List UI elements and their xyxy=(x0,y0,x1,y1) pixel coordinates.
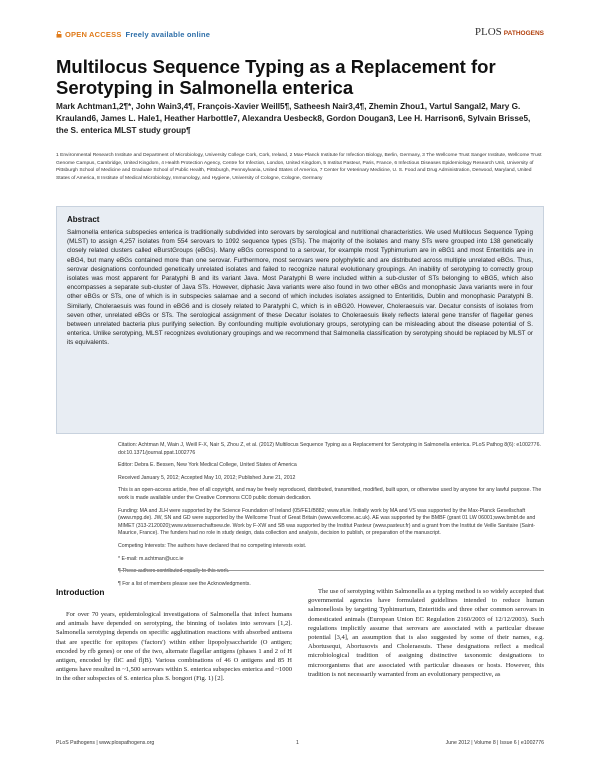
right-column xyxy=(308,587,544,679)
footer-issue: June 2012 | Volume 8 | Issue 6 | e1002776 xyxy=(445,740,544,746)
abstract-text: Salmonella enterica subspecies enterica is traditionally subdivided into serovars by serological and nutritional characteristics. We used Multilocus Sequence Typing (MLST) to assign 4,257 isolates from 554 serovars to 1092 sequence types (STs). The majority of the isolates and many STs were grouped into 138 genetically closely related clusters called eBurstGroups (eBGs). Many eBGs correspond to a serovar, for example most Typhimurium are in eBG1 and most Enteritidis are in eBG4, but many eBGs contained more than one serovar. Furthermore, most serovars were polyphyletic and are distributed across multiple unrelated eBGs. Thus, serovar designations confounded genetically unrelated isolates and failed to recognize natural evolutionary groupings. An inability of serotyping to correctly group isolates was most apparent for Paratyphi B and its variant Java. Most Paratyphi B were included within a sub-cluster of STs belonging to eBG5, which also encompasses a separate sub-cluster of Java STs. However, diphasic Java variants were also found in two other eBGs and monophasic Java variants were in four other eBGs or STs, one of which is in subspecies salamae and a second of which includes isolates assigned to Enteritidis, Dublin and monophasic Paratyphi B. Similarly, Choleraesuis was found in eBG6 and is closely related to Paratyphi C, which is in eBG20. However, Choleraesuis var. Decatur consists of isolates from seven other, unrelated eBGs or STs. The serological assignment of these Decatur isolates to Choleraesuis likely reflects lateral gene transfer of flagellar genes between unrelated bacteria plus purifying selection. By confounding multiple evolutionary groups, serotyping can be misleading about the disease potential of S. enterica. Unlike serotyping, MLST recognizes evolutionary groupings and we recommend that Salmonella classification by serotyping should be replaced by MLST or its equivalents. xyxy=(67,229,533,347)
divider xyxy=(118,570,544,571)
members-note: ¶ For a list of members please see the Acknowledgments. xyxy=(118,580,251,587)
open-lock-icon xyxy=(56,31,62,38)
journal-logo-text: PLOS xyxy=(474,26,502,38)
open-access-label: OPEN ACCESS xyxy=(65,30,122,39)
left-column xyxy=(56,587,292,684)
intro-paragraph-2: The use of serotyping within Salmonella as a typing method is so widely accepted that governmental agencies have formulated guidelines intended to reduce human salmonellosis by targeting Typhimurium, Enteritidis and three other common serovars in domesticated animals (European Union EC Regulation 2160/2003 of 12/12/2003). Such regulations implicitly assume that serovars are associated with a particular disease potential [3,4], an assumption that is also suggested by some of their names, e.g. Abortusequi, Abortusovis and Choleraesuis. These designations reflect a medical microbiological tradition of assigning distinctive taxonomic designations to microorganisms that are associated with particular diseases or hosts. However, this tradition is not necessarily warranted from an evolutionary perspective, as xyxy=(308,588,544,678)
intro-heading: Introduction xyxy=(56,587,105,597)
abstract-box xyxy=(56,206,544,434)
journal-logo xyxy=(475,26,544,38)
license: This is an open-access article, free of all copyright, and may be freely reproduced, distributed, transmitted, modified, built upon, or otherwise used by anyone for any lawful purpose. The work is made available under the Creative Commons CC0 public domain dedication. xyxy=(118,487,542,501)
author-list: Mark Achtman1,2¶*, John Wain3,4¶, François-Xavier Weill5¶, Satheesh Nair3,4¶, Zhemin Zhou1, Vartul Sangal2, Mary G. Krauland6, James L. Hale1, Heather Harbottle7, Alexandra Uesbeck8, Gordon Dougan3, Lee H. Harrison6, Sylvain Brisse5, the S. enterica MLST study group¶ xyxy=(56,102,531,135)
editor: Editor: Debra E. Bessen, New York Medical College, United States of America xyxy=(118,462,297,469)
open-access-badge xyxy=(56,30,210,39)
competing-interests: Competing Interests: The authors have declared that no competing interests exist. xyxy=(118,542,307,549)
equal-contribution: ¶ These authors contributed equally to this work. xyxy=(118,568,230,575)
citation: Citation: Achtman M, Wain J, Weill F-X, Nair S, Zhou Z, et al. (2012) Multilocus Sequence Typing as a Replacement for Serotyping in Salmonella enterica. PLoS Pathog 8(6): e1002776. doi:10.1371/journal.ppat.1002776 xyxy=(118,442,541,456)
intro-paragraph-1: For over 70 years, epidemiological investigations of Salmonella that infect humans and animals have depended on serotyping, the binning of isolates into serovars [1,2]. Salmonella serotyping depends on specific agglutination reactions with absorbed antisera that are specific for epitopes ('factors') within either lipopolysaccharide (O antigen; encoded by rfb genes) or one of the two, alternate flagellar antigens (phases 1 and 2 of H antigen, encoded by fliC and fljB). Various combinations of 46 O antigens and 85 H antigens have resulted in ~1,500 serovars within S. enterica subspecies enterica and ~1000 in the other subspecies of S. enterica plus S. bongori (Fig. 1) [2]. xyxy=(56,611,292,683)
footer-journal: PLoS Pathogens | www.plospathogens.org xyxy=(56,740,155,746)
journal-header xyxy=(56,28,544,44)
affiliations: 1 Environmental Research Institute and Department of Microbiology, University College Cork, Cork, Ireland, 2 Max-Planck Institute for Infection Biology, Berlin, Germany, 3 The Wellcome Trust Sanger Institute, Wellcome Trust Genome Campus, Cambridge, United Kingdom, 4 Health Protection Agency, Centre for Infection, London, United Kingdom, 5 Institut Pasteur, Paris, France, 6 Infectious Diseases Epidemiology Research Unit, University of Pittsburgh School of Medicine and Graduate School of Public Health, Pittsburgh, Pennsylvania, United States of America, 7 Center for Veterinary Medicine, U. S. Food and Drug Administration, Derwood, Maryland, United States of America, 8 Institute of Medical Microbiology, Immunology, and Hygiene, University of Cologne, Cologne, Germany xyxy=(56,153,542,182)
dates: Received January 5, 2012; Accepted May 10, 2012; Published June 21, 2012 xyxy=(118,474,296,481)
funding: Funding: MA and JLH were supported by the Science Foundation of Ireland (05/FE1/B882; www.sfi.ie. Initially work by MA and VS was supported by the Max-Planck Gesellschaft (www.mpg.de). JW, SN and GD were supported by the Wellcome Trust of Great Britain (www.wellcome.ac.uk). AE was supported by the BMBF (grant 01 LW 06001;www.bmbf.de and MIMET (313-2120020);www.wissenschaftsew.de. Work by F-XW and SB was supported by the Institut Pasteur (www.pasteur.fr) and a grant from the Institut de Veille Sanitaire (Saint-Maurice, France). The funders had no role in study design, data collection and analysis, decision to publish, or preparation of the manuscript. xyxy=(118,507,536,537)
page-number: 1 xyxy=(296,740,299,746)
journal-logo-sub: PATHOGENS xyxy=(503,30,544,37)
email: * E-mail: m.achtman@ucc.ie xyxy=(118,555,184,562)
article-title: Multilocus Sequence Typing as a Replacement for Serotyping in Salmonella enterica xyxy=(56,56,496,98)
abstract-heading: Abstract xyxy=(67,215,100,224)
free-online-label: Freely available online xyxy=(125,30,211,39)
